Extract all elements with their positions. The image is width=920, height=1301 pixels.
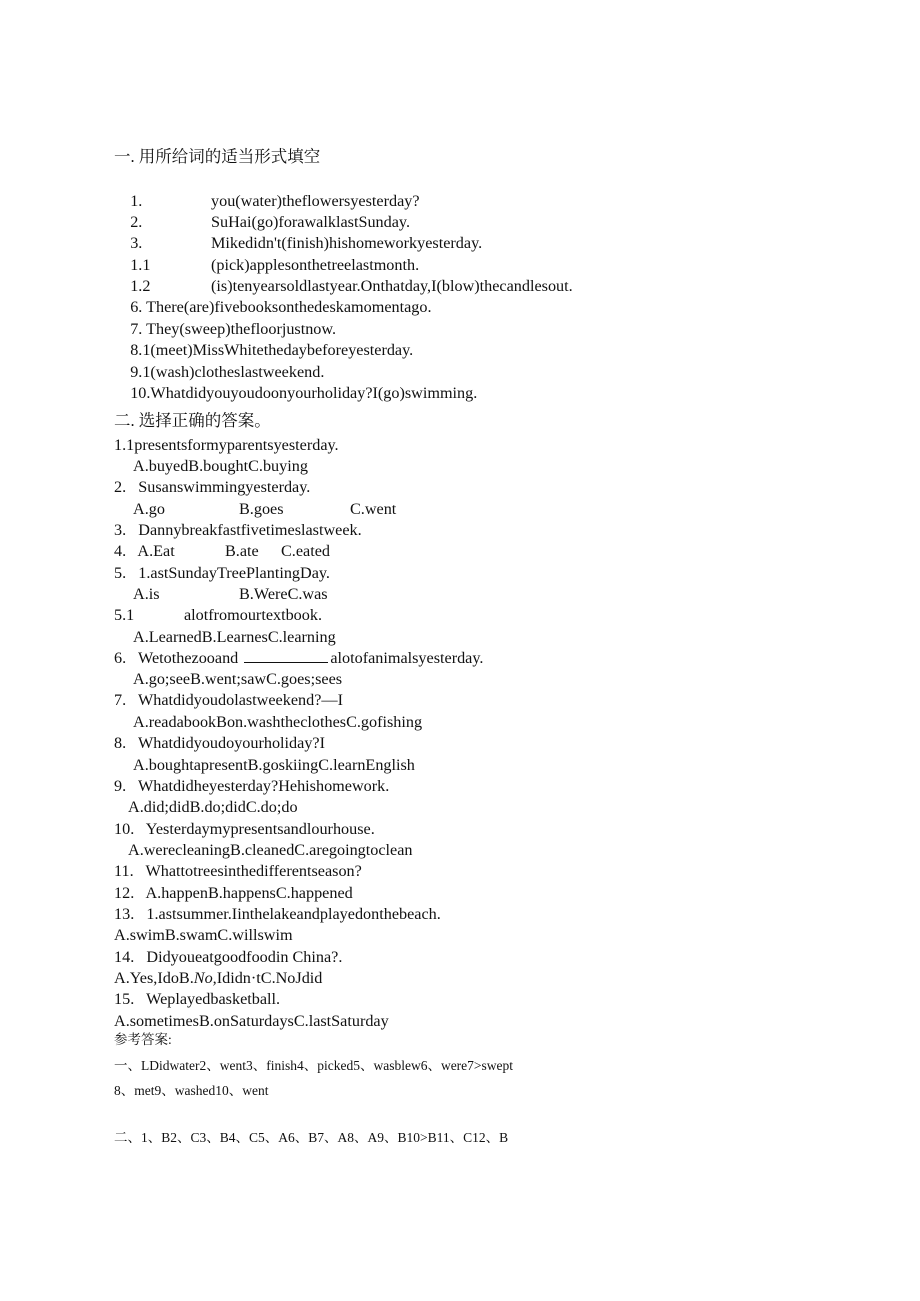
question-line: 1.1presentsformyparentsyesterday. <box>114 436 339 454</box>
item-number: 1.1 <box>130 256 151 274</box>
option-b-italic: No, <box>193 969 217 987</box>
option-b: B.ate <box>225 542 259 560</box>
item-number: 7. <box>130 320 143 338</box>
item-number: 1.2 <box>130 277 151 295</box>
item-number: 3. <box>130 234 143 252</box>
item-number: 6. <box>130 298 143 316</box>
question-options: A.sometimesB.onSaturdaysC.lastSaturday <box>114 1012 389 1030</box>
item-number: 1. <box>130 192 143 210</box>
question-line: 14. Didyoueatgoodfoodin China?. <box>114 948 343 966</box>
question-options: A.werecleaningB.cleanedC.aregoingtoclean <box>128 841 413 859</box>
item-text: (meet)MissWhitethedaybeforeyesterday. <box>150 341 414 359</box>
item-number: 10. <box>130 384 151 402</box>
item-text: (is)tenyearsoldlastyear.Onthatday,I(blow)thecandlesout. <box>211 277 573 295</box>
question-line <box>114 648 483 668</box>
item-text: Whatdidyouyoudoonyourholiday?I(go)swimming. <box>150 384 478 402</box>
question-options: A.did;didB.do;didC.do;do <box>128 798 298 816</box>
question-line: alotfromourtextbook. <box>184 606 323 624</box>
answer-blank <box>244 648 328 663</box>
option-c: C.went <box>350 500 397 518</box>
option-a: A.go <box>133 500 165 518</box>
item-number: 2. <box>130 213 143 231</box>
question-line: 10. Yesterdaymypresentsandlourhouse. <box>114 820 375 838</box>
option-bc: B.WereC.was <box>239 585 328 603</box>
option-a: A.Yes,IdoB. <box>114 969 194 987</box>
item-number: 8.1 <box>130 341 151 359</box>
section2-title: 二. 选择正确的答案。 <box>114 411 271 430</box>
question-line: 15. Weplayedbasketball. <box>114 990 281 1008</box>
item-text: (pick)applesonthetreelastmonth. <box>211 256 420 274</box>
item-text: (wash)clotheslastweekend. <box>150 363 325 381</box>
question-options: A.readabookBon.washtheclothesC.gofishing <box>133 713 423 731</box>
question-line: 11. Whattotreesinthedifferentseason? <box>114 862 362 880</box>
question-line: 8. Whatdidyoudoyourholiday?I <box>114 734 325 752</box>
question-options: A.buyedB.boughtC.buying <box>133 457 308 475</box>
question-line: 12. A.happenB.happensC.happened <box>114 884 353 902</box>
question-line: 13. 1.astsummer.Iinthelakeandplayedonthebeach. <box>114 905 441 923</box>
question-text-after: alotofanimalsyesterday. <box>330 649 484 667</box>
item-text: Mikedidn't(finish)hishomeworkyesterday. <box>211 234 483 252</box>
item-text: you(water)theflowersyesterday? <box>211 192 420 210</box>
item-text: SuHai(go)forawalklastSunday. <box>211 213 410 231</box>
question-line: 2. Susanswimmingyesterday. <box>114 478 311 496</box>
question-line: 3. Dannybreakfastfivetimeslastweek. <box>114 521 362 539</box>
question-line: 4. A.Eat <box>114 542 175 560</box>
question-options <box>114 968 322 988</box>
question-line: 5. 1.astSundayTreePlantingDay. <box>114 564 330 582</box>
option-bc: Ididn·tC.NoJdid <box>216 969 323 987</box>
question-line: 7. Whatdidyoudolastweekend?—I <box>114 691 343 709</box>
question-number: 5.1 <box>114 606 135 624</box>
option-c: C.eated <box>281 542 330 560</box>
answers-line: 8、met9、washed10、went <box>114 1083 269 1098</box>
section1-title: 一. 用所给词的适当形式填空 <box>114 147 321 166</box>
item-number: 9.1 <box>130 363 151 381</box>
question-options: A.swimB.swamC.willswim <box>114 926 293 944</box>
option-a: A.is <box>133 585 160 603</box>
item-text: They(sweep)thefloorjustnow. <box>146 320 337 338</box>
question-options: A.boughtapresentB.goskiingC.learnEnglish <box>133 756 415 774</box>
question-options: A.LearnedB.LearnesC.learning <box>133 628 336 646</box>
question-line: 9. Whatdidheyesterday?Hehishomework. <box>114 777 390 795</box>
item-text: There(are)fivebooksonthedeskamomentago. <box>146 298 432 316</box>
answers-line: 二、1、B2、C3、B4、C5、A6、B7、A8、A9、B10>B11、C12、B <box>114 1130 509 1145</box>
option-b: B.goes <box>239 500 284 518</box>
answers-line: 一、LDidwater2、went3、finish4、picked5、wasblew6、were7>swept <box>114 1058 514 1073</box>
question-text-before: 6. Wetothezooand <box>114 649 239 667</box>
answers-title: 参考答案: <box>114 1032 172 1047</box>
question-options: A.go;seeB.went;sawC.goes;sees <box>133 670 343 688</box>
